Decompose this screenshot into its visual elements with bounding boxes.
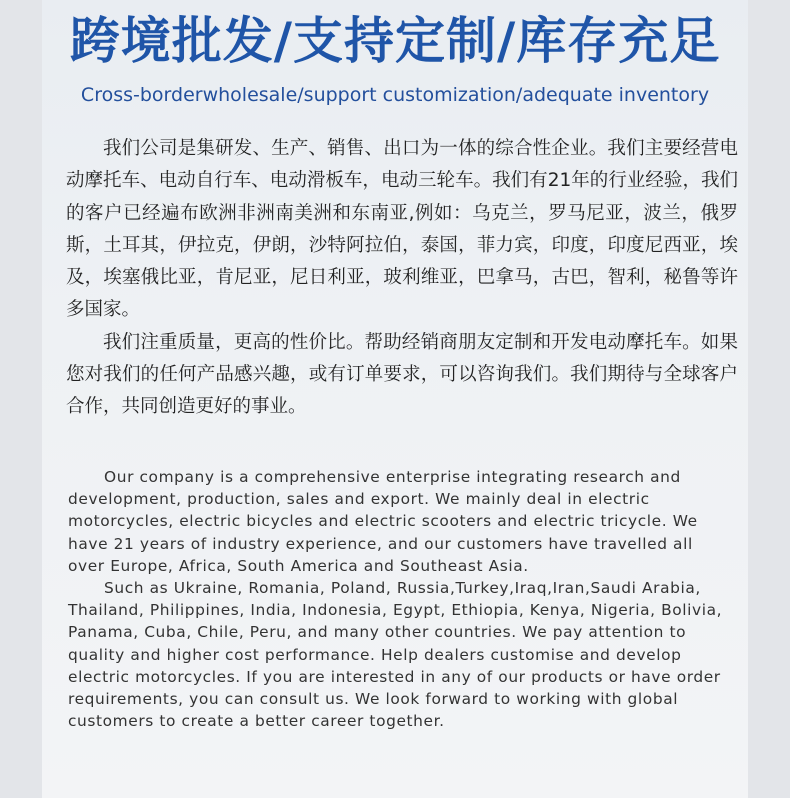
chinese-paragraph: 我们注重质量，更高的性价比。帮助经销商朋友定制和开发电动摩托车。如果您对我们的任何产品感兴趣，或有订单要求，可以咨询我们。我们期待与全球客户合作，共同创造更好的事业。 <box>66 331 738 418</box>
chinese-description <box>66 133 738 424</box>
chinese-paragraph: 我们公司是集研发、生产、销售、出口为一体的综合性企业。我们主要经营电动摩托车、电动自行车、电动滑板车，电动三轮车。我们有21年的行业经验，我们的客户已经遍布欧洲非洲南美洲和东南亚,例如：乌克兰，罗马尼亚，波兰，俄罗斯，土耳其，伊拉克，伊朗，沙特阿拉伯，泰国，菲力宾，印度，印度尼西亚，埃及，埃塞俄比亚，肯尼亚，尼日利亚，玻利维亚，巴拿马，古巴，智利，秘鲁等许多国家。 <box>66 138 738 321</box>
english-paragraph: Such as Ukraine, Romania, Poland, Russia,Turkey,Iraq,Iran,Saudi Arabia, Thailand, Philippines, India, Indonesia, Egypt, Ethiopia, Kenya, Nigeria, Bolivia, Panama, Cuba, Chile, Peru, and many other countries. We pay attention to quality and higher cost performance. Help dealers customise and develop electric motorcycles. If you are interested in any of our products or have order requirements, you can consult us. We look forward to working with global customers to create a better career together. <box>68 579 723 731</box>
english-description <box>68 466 732 732</box>
page-title: 跨境批发/支持定制/库存充足 <box>69 12 721 70</box>
page-subtitle: Cross-borderwholesale/support customization/adequate inventory <box>80 84 710 106</box>
english-paragraph: Our company is a comprehensive enterprise integrating research and development, production, sales and export. We mainly deal in electric motorcycles, electric bicycles and electric scooters and electric tricycle. We have 21 years of industry experience, and our customers have travelled all over Europe, Africa, South America and Southeast Asia. <box>68 468 698 575</box>
